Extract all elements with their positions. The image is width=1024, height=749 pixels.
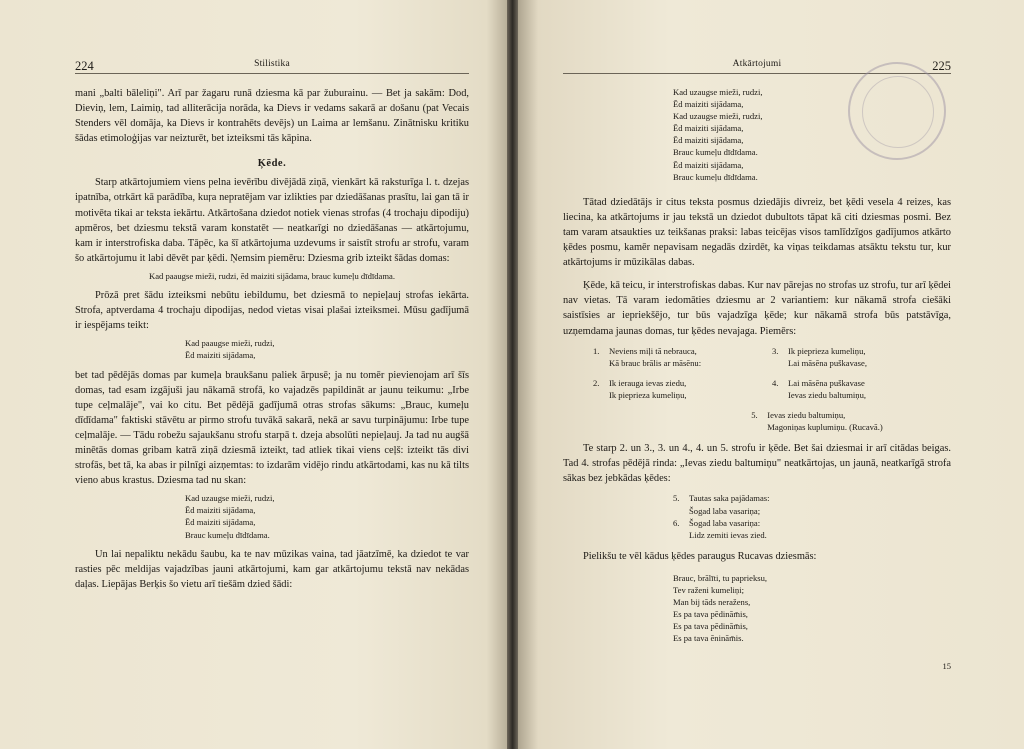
numbered-example	[683, 409, 951, 441]
verse-line: Tautas saka pajādamas:	[689, 493, 770, 504]
verse-line: Kad uzaugse mieži, rudzi,	[673, 87, 763, 97]
paragraph: Tātad dziedātājs ir citus teksta posmus dziedājis divreiz, bet ķēdi vesela 4 reizes, kas liecina, ka atkārtojums ir jau tekstā un dziedot dubultots tāpat kā citi dziesmas posmi. Bez tam varam atsaukties uz teikšanas praksi: labas teicējas visos tamlīdzīgos gadījumos atkārto ķēdes posmu, kamēr nepavisam negadās dzirdēt, ka viņas teikdamas atsāktu tekstu tur, kur atkārtojums ir mūzikālas dabas.	[563, 196, 951, 269]
example-column	[593, 345, 772, 409]
stanza	[772, 377, 951, 401]
verse-line: Magoniņas kuplumiņu. (Rucavā.)	[767, 422, 883, 433]
verse-line: Ēd maiziti sijādama,	[673, 159, 744, 170]
verse-line: Ik ierauga ievas ziedu,	[609, 377, 687, 388]
verse-line: Es pa tava pēdinām̄is,	[673, 609, 748, 620]
verse-line: Ēd maiziti sijādama,	[673, 99, 744, 110]
running-header-left	[75, 55, 469, 74]
verse-line: Lai māsēna puškavase	[788, 377, 865, 388]
verse-line: Lidz zemiti ievas zied.	[689, 529, 767, 540]
stanza-number: 5.	[673, 493, 680, 504]
verse-line: Es pa tava ēninām̄is.	[673, 633, 744, 644]
verse-line: Kad paaugse mieži, rudzi, ēd maiziti sijādama, brauc kumeļu dīdīdama.	[148, 270, 396, 281]
verse-line: Ēd maiziti sijādama,	[185, 517, 256, 528]
verse-line: Ēd maiziti sijādama,	[185, 505, 256, 516]
stanza	[593, 377, 772, 401]
verse-line: Neviens miļi tā nebrauca,	[609, 345, 697, 356]
paragraph: Starp atkārtojumiem viens pelna ievērību divējādā ziņā, vienkārt kā raksturīga l. t. dzejas ipatnība, otrkārt kā parādība, kuŗa nepratējam var izlikties par dziedāšanas prasītu, lai gan tā ir motivēta tikai ar teksta iekārtu. Atkārtošana dziedot notiek vienas strofas (4 trochaju dipodiju) apmēros, bet dziesmu tekstā varam konstatēt — neatkarīgi no dziedāšanas — atkārtojumu, kam ir interstrofiska daba. Tāpēc, ka šī atkārtojuma uzdevums ir saistīt strofu ar strofu, varam šo atkārtojumu it labi dēvēt par ķēdi. Ņemsim piemēru: Dziesma grib izteikt šādas domas:	[75, 177, 469, 264]
book-gutter	[507, 0, 518, 749]
verse-line: Šogad laba vasariņa;	[689, 505, 761, 516]
verse-line: Brauc kumeļu dīdīdama.	[673, 171, 758, 182]
left-page	[0, 0, 507, 749]
verse-block	[673, 572, 951, 645]
verse-line: Tev raženi kumeliņi;	[673, 585, 744, 595]
stanza	[751, 409, 883, 433]
stanza	[673, 492, 770, 516]
section-heading: Ķēde.	[257, 158, 287, 170]
paragraph: Te starp 2. un 3., 3. un 4., 4. un 5. strofu ir ķēde. Bet šai dziesmai ir arī citādas beigas. Tad 4. strofas pēdējā rinda: „Ievas ziedu baltumiņu" neatkārtojas, un jaunā, neatkarīgā strofa sākas bez jebkādas ķēdes:	[563, 443, 951, 485]
verse-line: Ievas ziedu baltumiņu,	[767, 409, 846, 420]
verse-line: Brauc kumeļu dīdīdama.	[673, 147, 758, 158]
verse-line: Man bij tāds neražens,	[673, 597, 751, 608]
verse-line: Ik pieprieza kumeliņu,	[788, 345, 866, 356]
verse-line: Es pa tava pēdinām̄is,	[673, 621, 748, 632]
numbered-example	[673, 492, 951, 548]
verse-line: Kad paaugse mieži, rudzi,	[185, 338, 275, 349]
stanza-number: 2.	[593, 377, 600, 388]
numbered-example	[593, 345, 951, 409]
stanza-number: 4.	[772, 377, 779, 388]
stanza-number: 5.	[751, 409, 758, 420]
stanza	[593, 345, 772, 369]
verse-block	[185, 492, 469, 540]
paragraph: Pielikšu te vēl kādus ķēdes paraugus Rucavas dziesmās:	[583, 550, 817, 562]
verse-line: Ēd maiziti sijādama,	[673, 135, 744, 146]
verse-line: Kad uzaugse mieži, rudzi,	[673, 111, 763, 122]
signature-mark: 15	[942, 661, 951, 671]
stanza-number: 3.	[772, 345, 779, 356]
page-number: 225	[932, 59, 951, 73]
stanza-number: 6.	[673, 517, 680, 528]
example-column	[772, 345, 951, 409]
verse-line: Ēd maiziti sijādama,	[673, 123, 744, 134]
verse-block	[75, 270, 469, 282]
verse-line: Kad uzaugse mieži, rudzi,	[185, 493, 275, 504]
page-number: 224	[75, 59, 94, 73]
verse-line: Ēd maiziti sijādama,	[185, 350, 256, 361]
stanza	[772, 345, 951, 369]
paragraph: Un lai nepaliktu nekādu šaubu, ka te nav mūzikas vaina, tad jāatzīmē, ka dziedot te var rasties pēc meldijas vajadzības jauni atkārtojumi, kam gar atkārtojumu tekstā nav nekādas daļas. Liepājas Berķis šo vietu arī tiešām dzied šādi:	[75, 548, 469, 590]
right-page	[518, 0, 1024, 749]
paragraph: Ķēde, kā teicu, ir interstrofiskas dabas. Kur nav pārejas no strofas uz strofu, tur arī ķēdei nav vietas. Tā varam iedomāties dziesmu ar 2 variantiem: kur nākamā strofa ciešāki saistīsies ar iepriekšējo, tur būs vajadzīga ķēde; kur nākamā strofa būs patstāvīga, uzņemdama jaunas domas, tur ķēdes nevajaga. Piemērs:	[563, 280, 951, 337]
verse-line: Brauc kumeļu dīdīdama.	[185, 529, 270, 540]
verse-line: Brauc, brālīti, tu paprieksu,	[673, 572, 768, 583]
running-title: Atkārtojumi	[732, 59, 782, 69]
stanza-number: 1.	[593, 345, 600, 356]
verse-line: Šogad laba vasariņa:	[689, 517, 761, 528]
running-title: Stilistika	[254, 59, 290, 69]
verse-line: Ievas ziedu baltumiņu,	[788, 389, 867, 400]
paragraph: bet tad pēdējās domas par kumeļa braukšanu paliek ārpusē; ja nu tomēr pievienojam arī šīs domas, tad esam izgājuši jau nākamā strofā, ko vajadzēs papildināt ar jaunu teikumu: „Irbe tupe ceļmalāje", vai ko citu. Bet pēdējā gadījumā otras strofas sākums: „Brauc, kumeļu dīdīdama" faktiski stāvētu ar pirmo strofu tuvākā sakarā, nekā ar savu turpinājumu: Irbe tupe ceļmalāje. — Tādu robežu sajaukšanu strofu starpā t. dzeja absolūti nepieļauj. Ja tad nu augšā minētās domas gribam katrā ziņā dziesmā izteikt, tad atliek tikai viens ceļš: izteikt tās divi strofās, bet tā, ka abas ir pilnīgi aizņemtas: to izdarām vidējo rindu atkārtodami, kas nu kā tilts vieno abus krastus. Dziesma tad nu skan:	[75, 369, 469, 487]
paragraph: Prōzā pret šādu izteiksmi nebūtu iebildumu, bet dziesmā to nepieļauj strofas iekārta. Strofa, aptverdama 4 trochaju dipodijas, nedod vietas visai plašai izteiksmei. Mūsu gadījumā ir iespējams teikt:	[75, 290, 469, 332]
verse-block	[185, 337, 469, 361]
verse-line: Lai māsēna puškavase,	[788, 357, 867, 368]
verse-line: Ik pieprieza kumeliņu,	[609, 389, 687, 400]
library-stamp	[848, 62, 946, 160]
verse-line: Kā brauc brālis ar māsēnu:	[609, 357, 702, 368]
paragraph: mani „balti bāleliņi". Arī par žagaru runā dziesma kā par žuburainu. — Bet ja sakām: Dod, Dieviņ, lem, Laimiņ, tad alliterācija norāda, ka Dievs ir vedams sakarā ar došanu (pat Vecais Stenders vēl domāja, ka Dievs ir kontrahēts devējs) un Laima ar lemšanu. Zinātnisku kritiku šādas etimoloģijas var neizturēt, bet izteiksmi tās kāpina.	[75, 88, 469, 145]
stanza	[673, 517, 770, 541]
